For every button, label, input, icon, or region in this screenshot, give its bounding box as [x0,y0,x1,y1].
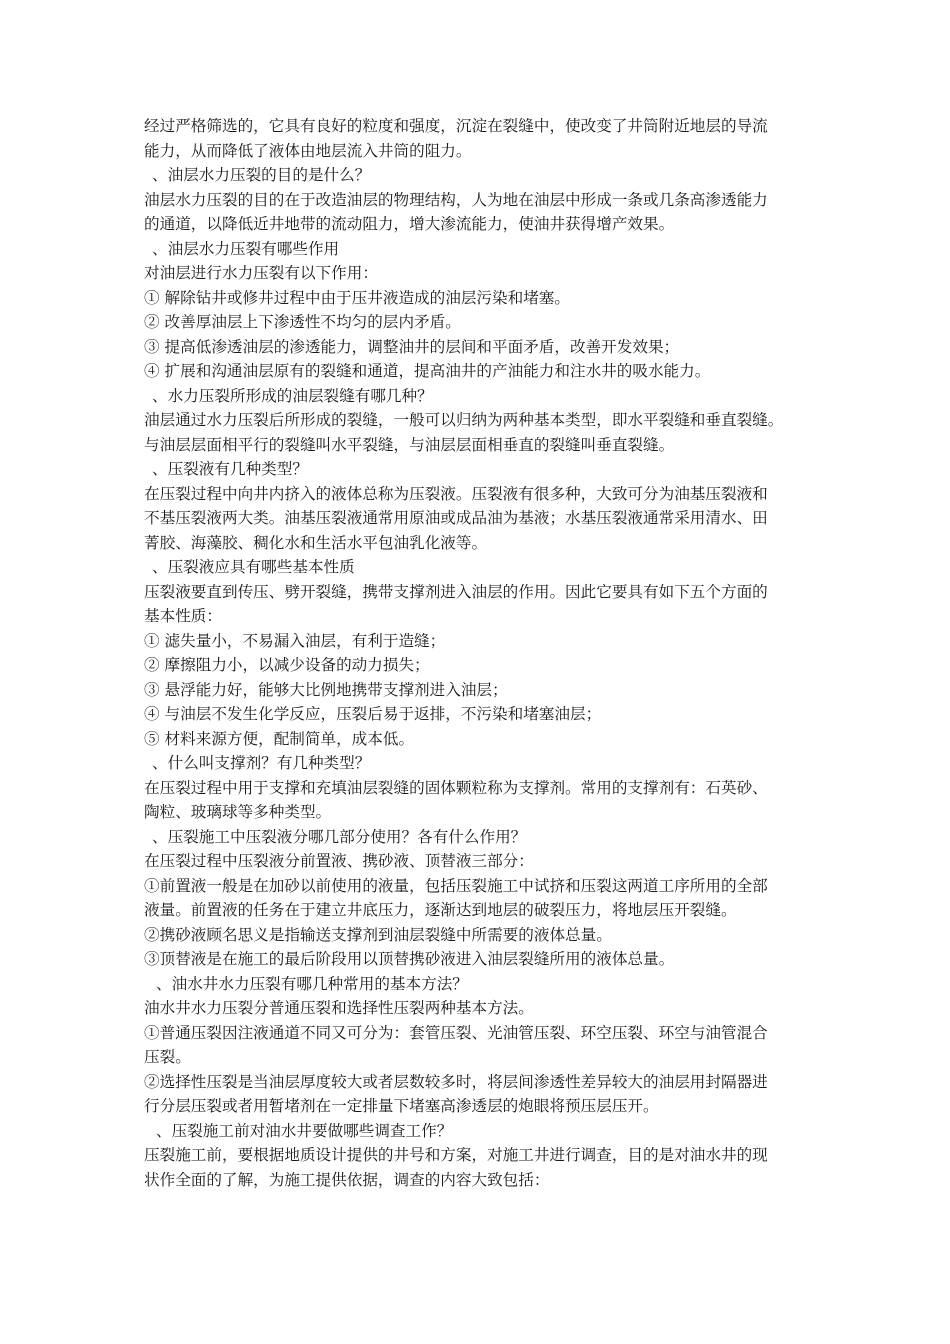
paragraph-line: 油水井水力压裂分普通压裂和选择性压裂两种基本方法。 [144,999,534,1017]
paragraph-line: 对油层进行水力压裂有以下作用： [144,264,378,282]
paragraph-line: 菁胶、海藻胶、稠化水和生活水平包油乳化液等。 [144,533,488,552]
paragraph-line: 液量。前置液的任务在于建立井底压力，逐渐达到地层的破裂压力，将地层压开裂缝。 [144,901,737,919]
paragraph-line: ④ 与油层不发生化学反应，压裂后易于返排，不污染和堵塞油层； [144,705,602,723]
paragraph-line: 不基压裂液两大类。油基压裂液通常用原油或成品油为基液；水基压裂液通常采用清水、田 [144,509,768,527]
paragraph-line: 在压裂过程中向井内挤入的液体总称为压裂液。压裂液有很多种，大致可分为油基压裂液和 [144,484,768,503]
question-heading: 、压裂液应具有哪些基本性质 [152,558,355,576]
paragraph-line: 经过严格筛选的，它具有良好的粒度和强度，沉淀在裂缝中，使改变了井筒附近地层的导流 [144,117,768,135]
paragraph-line: 能力，从而降低了液体由地层流入井筒的阻力。 [144,141,472,160]
paragraph-line: ② 改善厚油层上下渗透性不均匀的层内矛盾。 [144,313,461,331]
paragraph-line: ②携砂液顾名思义是指输送支撑剂到油层裂缝中所需要的液体总量。 [144,925,612,944]
question-heading: 、什么叫支撑剂？有几种类型？ [152,754,371,772]
paragraph-line: ① 解除钻井或修井过程中由于压井液造成的油层污染和堵塞。 [144,288,570,307]
question-heading: 、油层水力压裂有哪些作用 [152,239,340,258]
question-heading: 、压裂施工中压裂液分哪几部分使用？各有什么作用？ [152,827,527,846]
paragraph-line: ①普通压裂因注液通道不同又可分为：套管压裂、光油管压裂、环空压裂、环空与油管混合 [144,1023,768,1042]
paragraph-line: 基本性质： [144,607,222,625]
document-body [144,114,814,1192]
question-heading: 、油层水力压裂的目的是什么？ [152,166,371,184]
paragraph-line: 油层水力压裂的目的在于改造油层的物理结构，人为地在油层中形成一条或几条高渗透能力 [144,190,768,209]
paragraph-line: 压裂液要直到传压、劈开裂缝，携带支撑剂进入油层的作用。因此它要具有如下五个方面的 [144,582,768,601]
paragraph-line: 行分层压裂或者用暂堵剂在一定排量下堵塞高渗透层的炮眼将预压层压开。 [144,1097,659,1115]
question-heading: 、压裂液有几种类型？ [152,460,308,478]
paragraph-line: ⑤ 材料来源方便，配制简单，成本低。 [144,729,415,748]
paragraph-line: 状作全面的了解，为施工提供依据，调查的内容大致包括： [144,1170,550,1189]
paragraph-line: ③ 提高低渗透油层的渗透能力，调整油井的层间和平面矛盾，改善开发效果； [144,337,680,356]
paragraph-line: 在压裂过程中用于支撑和充填油层裂缝的固体颗粒称为支撑剂。常用的支撑剂有：石英砂、 [144,778,768,797]
paragraph-line: 的通道，以降低近井地带的流动阻力，增大渗流能力，使油井获得增产效果。 [144,215,675,233]
paragraph-line: ③ 悬浮能力好，能够大比例地携带支撑剂进入油层； [144,680,508,699]
paragraph-line: ④ 扩展和沟通油层原有的裂缝和通道，提高油井的产油能力和注水井的吸水能力。 [144,362,711,380]
question-heading: 、水力压裂所形成的油层裂缝有哪几种？ [152,386,433,405]
paragraph-line: ①前置液一般是在加砂以前使用的液量，包括压裂施工中试挤和压裂这两道工序所用的全部 [144,876,768,895]
question-heading: 、压裂施工前对油水井要做哪些调查工作？ [156,1121,453,1140]
paragraph-line: ② 摩擦阻力小，以减少设备的动力损失； [144,656,430,674]
paragraph-line: 压裂施工前，要根据地质设计提供的井号和方案，对施工井进行调查，目的是对油水井的现 [144,1146,768,1164]
paragraph-line: 压裂。 [144,1048,191,1066]
paragraph-line: 陶粒、玻璃球等多种类型。 [144,803,332,821]
paragraph-line: 与油层层面相平行的裂缝叫水平裂缝，与油层层面相垂直的裂缝叫垂直裂缝。 [144,435,675,454]
paragraph-line: 油层通过水力压裂后所形成的裂缝，一般可以归纳为两种基本类型，即水平裂缝和垂直裂缝。 [144,411,784,429]
question-heading: 、油水井水力压裂有哪几种常用的基本方法？ [156,974,468,993]
paragraph-line: 在压裂过程中压裂液分前置液、携砂液、顶替液三部分： [144,852,534,870]
paragraph-line: ②选择性压裂是当油层厚度较大或者层数较多时，将层间渗透性差异较大的油层用封隔器进 [144,1072,768,1091]
paragraph-line: ① 滤失量小，不易漏入油层，有利于造缝； [144,631,446,650]
paragraph-line: ③顶替液是在施工的最后阶段用以顶替携砂液进入油层裂缝所用的液体总量。 [144,950,675,968]
